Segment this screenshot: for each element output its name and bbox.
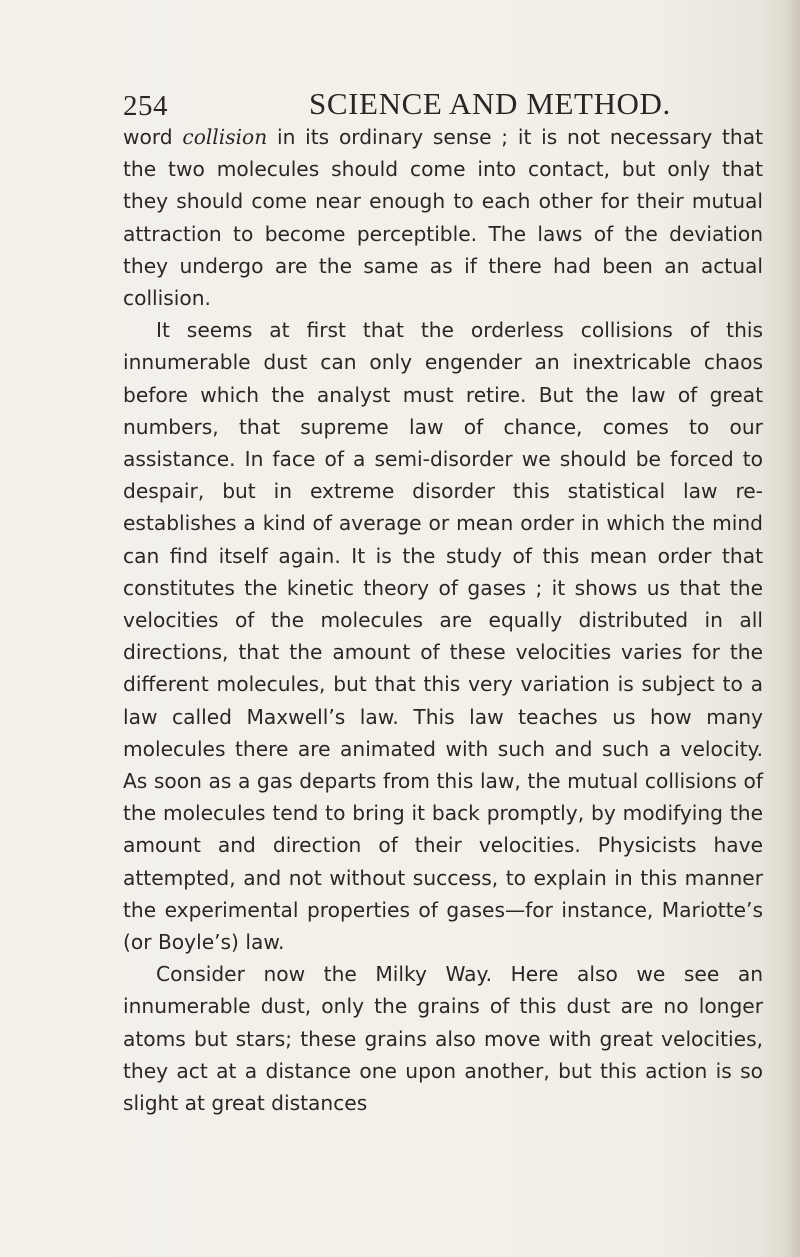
paragraph-2: It seems at first that the orderless collisions of this innumerable dust can only engender an inextricable chaos before which the analyst must retire. But the law of great numbers, that supreme law of chance, comes to our assistance. In face of a semi-disorder we should be forced to despair, but in extreme disorder this statistical law re-establishes a kind of average or mean order in which the mind can find itself again. It is the study of this mean order that constitutes the kinetic theory of gases ; it shows us that the velocities of the molecules are equally distributed in all directions, that the amount of these velocities varies for the different molecules, but that this very variation is subject to a law called Maxwell’s law. This law teaches us how many molecules there are animated with such and such a velocity. As soon as a gas departs from this law, the mutual collisions of the molecules tend to bring it back promptly, by modifying the amount and direction of their velocities. Physicists have attempted, and not without success, to explain in this manner the experimental properties of gases—for instance, Mariotte’s (or Boyle’s) law.: [123, 318, 763, 955]
paragraph-1-rest: in its ordinary sense ; it is not necessary that the two molecules should come into contact, but only that they should come near enough to each other for their mutual attraction to become perceptible. The laws of the deviation they undergo are the same as if there had been an actual collision.: [123, 125, 763, 311]
page-edge-shadow: [786, 0, 800, 1257]
emphasized-word: collision: [182, 125, 268, 149]
page-number: 254: [123, 90, 168, 122]
running-head: SCIENCE AND METHOD.: [309, 86, 671, 121]
paragraph-1-start: word: [123, 125, 183, 149]
body-text: [123, 121, 763, 1119]
paragraph-3: Consider now the Milky Way. Here also we see an innumerable dust, only the grains of this dust are no longer atoms but stars; these grains also move with great velocities, they act at a distance one upon another, but this action is so slight at great distances: [123, 962, 763, 1116]
page-header: [123, 86, 763, 126]
paragraph-1: [123, 121, 763, 314]
